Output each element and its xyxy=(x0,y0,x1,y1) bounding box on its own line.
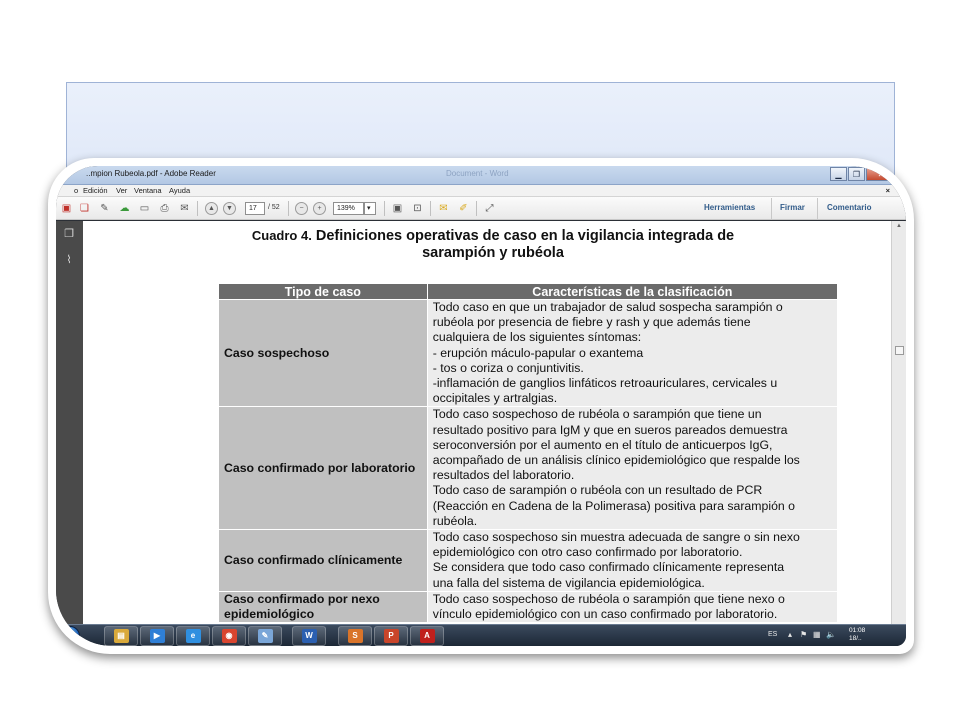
scroll-up-icon[interactable]: ▲ xyxy=(896,223,902,229)
case-definitions-table xyxy=(218,283,838,623)
menu-edit[interactable]: Edición xyxy=(83,186,108,195)
edit-icon[interactable]: ✎ xyxy=(100,203,109,214)
vertical-scrollbar[interactable] xyxy=(891,221,906,624)
case-type-text: Caso sospechoso xyxy=(224,345,330,360)
case-type-text: Caso confirmado por xyxy=(224,591,348,606)
description-line: epidemiológico con otro caso confirmado por laboratorio. xyxy=(432,545,743,560)
minimize-button[interactable]: ▁ xyxy=(830,167,847,181)
toolbar xyxy=(56,197,906,220)
network-icon[interactable]: ▦ xyxy=(813,630,821,639)
description-line: Todo caso sospechoso sin muestra adecuada de sangre o sin nexo xyxy=(432,530,800,545)
caption-line-1: Definiciones operativas de caso en la vigilancia integrada de xyxy=(315,228,735,244)
caption-label: Cuadro 4. xyxy=(251,228,312,243)
taskbar-app-media[interactable] xyxy=(140,626,174,646)
description-line: cualquiera de los siguientes síntomas: xyxy=(432,330,642,345)
description-line: occipitales y artralgias. xyxy=(432,391,558,406)
comment-icon[interactable]: ✉ xyxy=(439,203,448,214)
column-header-characteristics: Características de la clasificación xyxy=(427,284,837,300)
menu-bar xyxy=(56,185,906,197)
document-view xyxy=(83,221,891,624)
zoom-out-icon[interactable]: − xyxy=(295,202,308,215)
previous-page-icon[interactable]: ▲ xyxy=(205,202,218,215)
case-type-cell xyxy=(219,530,428,592)
case-type-text: Caso confirmado clínicamente xyxy=(224,552,403,567)
pages-thumbnail-icon[interactable]: ❐ xyxy=(64,228,74,240)
zoom-dropdown-icon[interactable]: ▾ xyxy=(364,202,376,215)
description-line: rubéola por presencia de fiebre y rash y que además tiene xyxy=(432,315,751,330)
description-line: acompañado de un análisis clínico epidemiológico que respalde los xyxy=(432,453,800,468)
word-icon: W xyxy=(302,629,317,643)
description-line: - tos o coriza o conjuntivitis. xyxy=(432,360,584,375)
page-total: / 52 xyxy=(268,204,280,211)
print-icon[interactable]: ⎙ xyxy=(160,203,169,214)
taskbar-app-powerpoint[interactable] xyxy=(374,626,408,646)
close-button[interactable]: ✕ xyxy=(866,167,896,181)
case-type-cell xyxy=(219,300,428,407)
fit-page-icon[interactable]: ▣ xyxy=(392,203,403,214)
description-line: (Reacción en Cadena de la Polimerasa) positiva para sarampión o xyxy=(432,498,796,513)
description-line: resultado positivo para IgM y que en sueros pareados demuestra xyxy=(432,422,788,437)
description-line: Todo caso sospechoso de rubéola o sarampión que tiene nexo o xyxy=(432,591,785,606)
case-description-cell xyxy=(427,530,837,592)
window-titlebar xyxy=(56,166,906,185)
case-type-cell xyxy=(219,591,428,622)
menu-view[interactable]: Ver xyxy=(116,186,128,195)
scrollbar-thumb[interactable] xyxy=(895,346,904,355)
taskbar-app-word[interactable] xyxy=(292,626,326,646)
explorer-icon: ▤ xyxy=(114,629,129,643)
case-description-cell xyxy=(427,407,837,530)
taskbar-app-chrome[interactable] xyxy=(212,626,246,646)
taskbar-app-explorer[interactable] xyxy=(104,626,138,646)
toolbar-separator xyxy=(476,201,477,216)
volume-icon[interactable]: 🔈 xyxy=(826,630,836,639)
close-document-icon[interactable]: × xyxy=(885,186,890,195)
case-type-text: Caso confirmado por xyxy=(224,460,348,475)
action-center-flag-icon[interactable]: ⚑ xyxy=(800,630,808,639)
paint-icon: ✎ xyxy=(258,629,273,643)
table-row xyxy=(219,591,838,622)
description-line: - erupción máculo-papular o exantema xyxy=(432,345,644,360)
create-pdf-icon[interactable]: ▣ xyxy=(61,203,72,214)
taskbar xyxy=(56,624,906,646)
menu-help[interactable]: Ayuda xyxy=(169,186,191,195)
show-hidden-icons-icon[interactable]: ▴ xyxy=(788,630,793,639)
clock-date: 18/.. xyxy=(849,635,862,642)
description-line: Todo caso de sarampión o rubéola con un resultado de PCR xyxy=(432,483,763,498)
toolbar-separator xyxy=(288,201,289,216)
description-line: vínculo epidemiológico con un caso confirmado por laboratorio. xyxy=(432,607,778,622)
table-caption xyxy=(183,227,803,262)
sway-icon: S xyxy=(348,629,363,643)
description-line: Todo caso en que un trabajador de salud sospecha sarampión o xyxy=(432,300,783,314)
upload-cloud-icon[interactable]: ☁ xyxy=(119,203,130,214)
save-icon[interactable]: ▭ xyxy=(139,203,150,214)
open-file-icon[interactable]: ❏ xyxy=(80,203,89,214)
screenshot-frame xyxy=(48,158,914,654)
chrome-icon: ◉ xyxy=(222,629,237,643)
page-number-input[interactable]: 17 xyxy=(245,202,265,215)
toolbar-separator xyxy=(430,201,431,216)
menu-window[interactable]: Ventana xyxy=(134,186,162,195)
attachments-icon[interactable]: ⌇ xyxy=(66,254,72,266)
highlight-icon[interactable]: ✐ xyxy=(459,203,468,214)
taskbar-app-paint[interactable] xyxy=(248,626,282,646)
case-type-text: nexo epidemiológico xyxy=(224,591,380,622)
toolbar-separator xyxy=(384,201,385,216)
tools-link[interactable]: Herramientas xyxy=(704,203,756,212)
table-row xyxy=(219,530,838,592)
taskbar-app-ie[interactable] xyxy=(176,626,210,646)
case-type-text: laboratorio xyxy=(351,460,416,475)
language-indicator[interactable]: ES xyxy=(768,631,778,638)
zoom-input[interactable]: 139% xyxy=(333,202,364,215)
description-line: resultados del laboratorio. xyxy=(432,468,575,483)
case-description-cell xyxy=(427,591,837,622)
clock-time: 01:08 xyxy=(849,627,866,634)
window-controls xyxy=(829,167,896,181)
screen xyxy=(56,166,906,646)
media-icon: ▶ xyxy=(150,629,165,643)
email-icon[interactable]: ✉ xyxy=(180,203,189,214)
description-line: seroconversión por el aumento en el título de anticuerpos IgG, xyxy=(432,437,773,452)
description-line: una falla del sistema de vigilancia epidemiológica. xyxy=(432,575,705,590)
maximize-button[interactable]: ❐ xyxy=(848,167,865,181)
description-line: -inflamación de ganglios linfáticos retroauriculares, cervicales u xyxy=(432,376,778,391)
next-page-icon[interactable]: ▼ xyxy=(223,202,236,215)
ie-icon: e xyxy=(186,629,201,643)
fit-width-icon[interactable]: ⊡ xyxy=(413,203,422,214)
comment-link[interactable]: Comentario xyxy=(827,203,872,212)
toolbar-separator xyxy=(771,198,772,219)
window-title: ..mpion Rubeola.pdf - Adobe Reader xyxy=(86,169,216,178)
column-header-type: Tipo de caso xyxy=(219,284,428,300)
start-button[interactable]: ⊞ xyxy=(60,626,80,646)
navigation-pane xyxy=(56,221,83,624)
menu-file[interactable]: o xyxy=(74,186,79,195)
description-line: Se considera que todo caso confirmado clínicamente representa xyxy=(432,560,785,575)
system-clock[interactable] xyxy=(849,627,865,643)
acrobat-icon: A xyxy=(420,629,435,643)
toolbar-separator xyxy=(817,198,818,219)
table-header-row xyxy=(219,284,838,300)
taskbar-app-acrobat[interactable] xyxy=(410,626,444,646)
expand-icon[interactable]: ⤢ xyxy=(485,203,494,214)
case-type-cell xyxy=(219,407,428,530)
toolbar-separator xyxy=(197,201,198,216)
sign-link[interactable]: Firmar xyxy=(780,203,805,212)
powerpoint-icon: P xyxy=(384,629,399,643)
caption-line-2: sarampión y rubéola xyxy=(422,245,564,261)
description-line: Todo caso sospechoso de rubéola o sarampión que tiene un xyxy=(432,407,762,422)
table-row xyxy=(219,407,838,530)
background-window-title: Document - Word xyxy=(446,169,509,178)
table-row xyxy=(219,300,838,407)
zoom-in-icon[interactable]: + xyxy=(313,202,326,215)
taskbar-app-sway[interactable] xyxy=(338,626,372,646)
case-description-cell xyxy=(427,300,837,407)
description-line: rubéola. xyxy=(432,513,478,528)
